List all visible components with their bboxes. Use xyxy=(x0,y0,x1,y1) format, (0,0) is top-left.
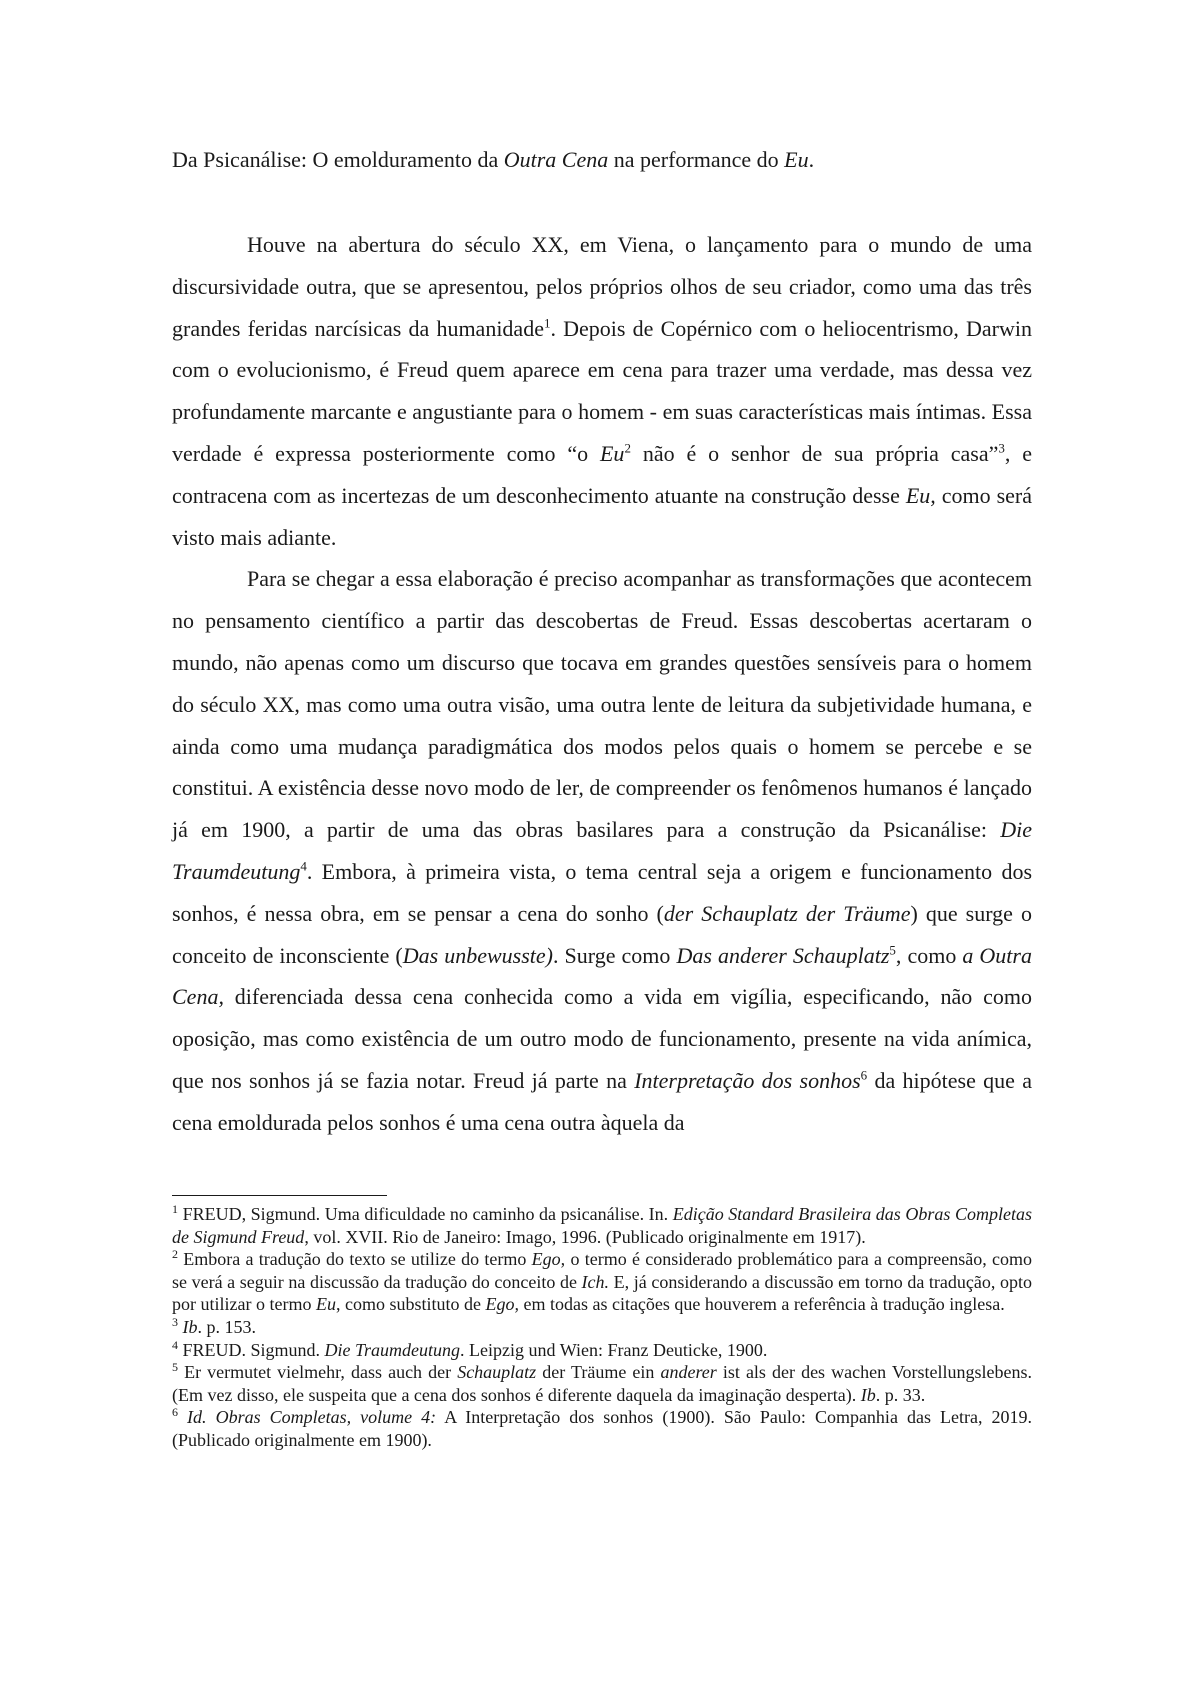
footnote-text xyxy=(178,1407,187,1427)
footnote-text: FREUD. Sigmund. xyxy=(178,1339,325,1360)
italic-term: Eu, xyxy=(905,482,936,508)
footnote-ref-6[interactable]: 6 xyxy=(860,1067,868,1083)
paragraph-text: da hipótese que a cena emoldurada pelos sonhos é uma cena outra àquela da xyxy=(172,1067,1032,1135)
footnote-text: Embora a tradução do texto se utilize do termo xyxy=(178,1249,532,1270)
title-italic-outra-cena: Outra Cena xyxy=(503,147,609,172)
title-text: . xyxy=(808,147,815,172)
footnote-text: , como substituto de xyxy=(335,1294,486,1315)
footnote-text: der Träume ein xyxy=(536,1362,661,1383)
footnote-mark: 1 xyxy=(172,1202,178,1216)
paragraph-text: como será visto mais adiante. xyxy=(172,482,1033,550)
body-text xyxy=(172,224,1032,1144)
italic-term: Eu xyxy=(599,440,625,466)
footnote-ref-5[interactable]: 5 xyxy=(889,942,896,958)
footnote-italic: Ib xyxy=(182,1316,198,1337)
footnote-italic: Ego, xyxy=(485,1294,519,1315)
paragraph-text: , e contracena com as incertezas de um desconhecimento atuante na construção desse xyxy=(172,440,1032,508)
paragraph-1 xyxy=(172,224,1032,558)
italic-term: Interpretação dos sonhos xyxy=(634,1067,861,1093)
footnote-italic: Id. Obras Completas, volume 4: xyxy=(187,1407,437,1428)
paragraph-text: não é o senhor de sua própria casa” xyxy=(630,440,999,466)
footnote-text: Er vermutet vielmehr, dass auch der xyxy=(178,1362,458,1383)
footnote-text: A Interpretação dos sonhos (1900). São Paulo: Companhia das Letra, 2019. (Publicado originalmente em 1900). xyxy=(172,1407,1033,1450)
footnote-italic: Ego, xyxy=(531,1249,566,1270)
italic-term: der Schauplatz der Träume xyxy=(663,900,911,926)
title-text: Da Psicanálise: O emolduramento da xyxy=(172,147,504,172)
footnote-mark: 2 xyxy=(172,1247,178,1262)
footnote-italic: Ib xyxy=(860,1384,876,1405)
footnote-mark: 4 xyxy=(172,1337,178,1352)
paragraph-text: diferenciada dessa cena conhecida como a vida em vigília, especificando, não como oposição, mas como existência de um outro modo de funcionamento, presente na vida anímica, que nos sonhos já se fazia notar. Freud já parte na xyxy=(172,984,1032,1093)
footnote-italic: Schauplatz xyxy=(457,1362,537,1383)
paragraph-2 xyxy=(172,558,1032,1143)
footnote-5 xyxy=(172,1361,1032,1406)
footnote-text: o termo é considerado problemático para a compreensão, como se verá a seguir na discussão da tradução do conceito de xyxy=(172,1249,1032,1292)
italic-term: Die Traumdeutung xyxy=(172,817,1032,884)
paragraph-text: Houve na abertura do século XX, em Viena, o lançamento para o mundo de uma discursividade outra, que se apresentou, pelos próprios olhos de seu criador, como uma das três grandes feridas narcísicas da humanidade xyxy=(172,232,1032,341)
title-italic-eu: Eu xyxy=(784,147,809,172)
footnote-ref-2[interactable]: 2 xyxy=(624,440,631,456)
paragraph-text: Para se chegar a essa elaboração é preciso acompanhar as transformações que acontecem no pensamento científico a partir das descobertas de Freud. Essas descobertas acertaram o mundo, não apenas como um discurso que tocava em grandes questões sensíveis para o homem do século XX, mas como uma outra visão, uma outra lente de leitura da subjetividade humana, e ainda como uma mudança paradigmática dos modos pelos quais o homem se percebe e se constitui. A existência desse novo modo de ler, de compreender os fenômenos humanos é lançado já em 1900, a partir de uma das obras basilares para a construção da Psicanálise: xyxy=(172,566,1032,843)
paragraph-text: . Depois de Copérnico com o heliocentrismo, Darwin com o evolucionismo, é Freud quem aparece em cena para trazer uma verdade, mas dessa vez profundamente marcante e angustiante para o homem - em suas características mais íntimas. Essa verdade é expressa posteriormente como “o xyxy=(172,315,1032,466)
document-title xyxy=(172,145,1032,175)
footnote-text: ist als der des wachen Vorstellungslebens. (Em vez disso, ele suspeita que a cena dos sonhos é diferente daquela da imaginação desperta). xyxy=(172,1362,1033,1405)
footnote-text: FREUD, Sigmund. Uma dificuldade no caminho da psicanálise. In. xyxy=(178,1204,673,1224)
footnote-mark: 6 xyxy=(172,1405,178,1420)
footnote-text: . Leipzig und Wien: Franz Deuticke, 1900. xyxy=(460,1339,768,1360)
footnote-4 xyxy=(172,1339,1032,1362)
footnote-mark: 5 xyxy=(172,1360,178,1375)
title-text: na performance do xyxy=(608,147,785,172)
footnote-text: E, já considerando a discussão em torno da tradução, opto por utilizar o termo xyxy=(172,1271,1032,1315)
paragraph-text: , como xyxy=(895,942,963,968)
paragraph-text: . Embora, à primeira vista, o tema central seja a origem e funcionamento dos sonhos, é nessa obra, em se pensar a cena do sonho ( xyxy=(172,858,1032,926)
italic-term: a Outra Cena, xyxy=(172,942,1032,1010)
footnote-ref-3[interactable]: 3 xyxy=(998,440,1005,456)
footnote-italic: Die Traumdeutung xyxy=(324,1339,461,1360)
italic-term: Das anderer Schauplatz xyxy=(676,942,890,968)
footnote-text: , vol. XVII. Rio de Janeiro: Imago, 1996. (Publicado originalmente em 1917). xyxy=(304,1226,866,1247)
footnote-6 xyxy=(172,1406,1032,1451)
footnote-text: em todas as citações que houverem a referência à tradução inglesa. xyxy=(518,1294,1005,1315)
footnote-2 xyxy=(172,1248,1032,1316)
footnote-3 xyxy=(172,1316,1032,1339)
footnote-1 xyxy=(172,1203,1032,1248)
footnote-text: . p. 33. xyxy=(875,1384,926,1405)
footnote-italic: anderer xyxy=(660,1362,717,1383)
footnote-mark: 3 xyxy=(172,1314,178,1329)
footnote-italic: Eu xyxy=(315,1294,336,1315)
footnote-ref-1[interactable]: 1 xyxy=(543,315,551,331)
footnotes xyxy=(172,1203,1032,1452)
italic-term: Das unbewusste) xyxy=(402,942,553,968)
paragraph-text: . Surge como xyxy=(552,942,677,968)
footnote-separator xyxy=(172,1195,387,1196)
paragraph-text: ) que surge o conceito de inconsciente ( xyxy=(172,900,1032,968)
footnote-italic: Ich. xyxy=(581,1271,610,1292)
footnote-text: . p. 153. xyxy=(197,1316,256,1337)
footnote-italic: Edição Standard Brasileira das Obras Completas de Sigmund Freud xyxy=(172,1204,1032,1247)
footnote-ref-4[interactable]: 4 xyxy=(300,858,307,874)
